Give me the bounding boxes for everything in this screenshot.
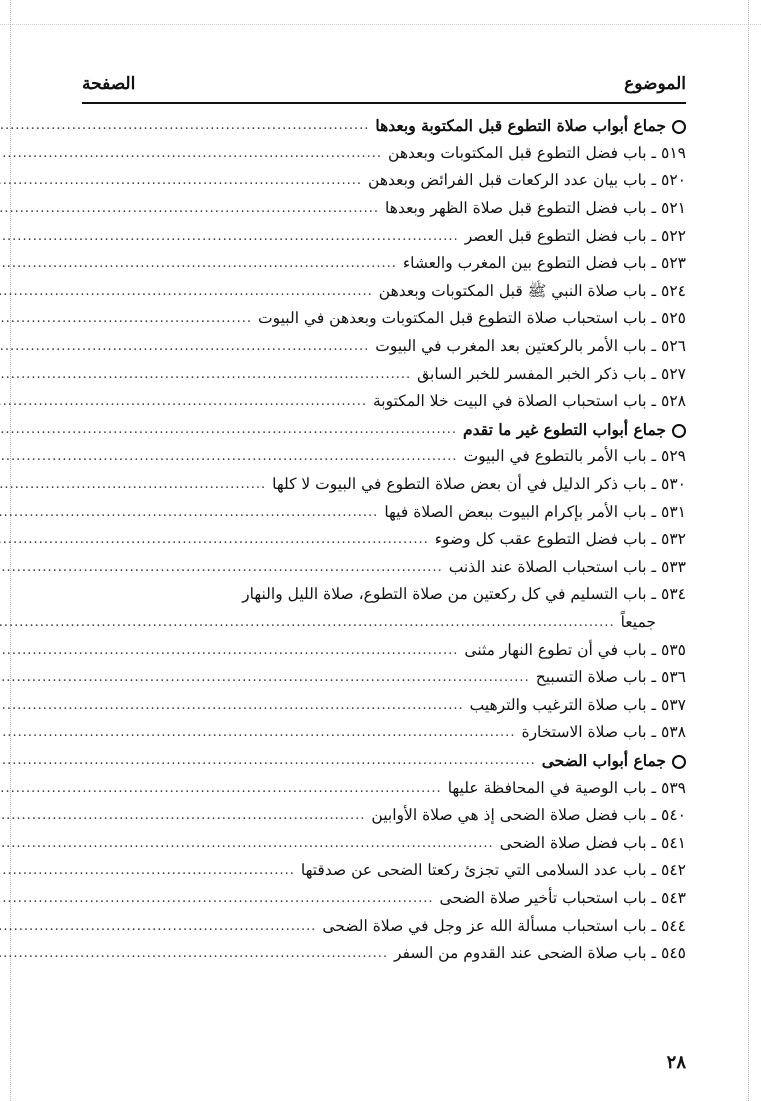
dot-leader (0, 775, 442, 802)
dot-leader (0, 940, 388, 967)
dot-leader (0, 609, 615, 636)
entry-title (373, 388, 686, 415)
group-title (375, 112, 686, 139)
title-text: ٥٤٠ ـ باب فضل صلاة الضحى إذ هي صلاة الأوابين (371, 806, 686, 825)
title-text: جماع أبواب الضحى (541, 750, 666, 770)
dot-leader (0, 416, 457, 443)
toc-entry-row (82, 388, 686, 416)
title-text: ٥٢١ ـ باب فضل التطوع قبل صلاة الظهر وبعدها (385, 199, 686, 218)
title-text: ٥٤٥ ـ باب صلاة الضحى عند القدوم من السفر (394, 944, 686, 963)
group-title (463, 416, 686, 443)
toc-entry-row (82, 250, 686, 278)
toc-entry-row (82, 885, 686, 913)
title-text: ٥٢٧ ـ باب ذكر الخبر المفسر للخبر السابق (417, 364, 686, 383)
toc-entry-row (82, 305, 686, 333)
dot-leader (0, 637, 458, 664)
dot-leader (0, 885, 434, 912)
title-text: ٥٢٩ ـ باب الأمر بالتطوع في البيوت (463, 447, 686, 466)
entry-title (464, 637, 686, 664)
toc-header (82, 70, 686, 98)
entry-title (470, 692, 686, 719)
toc-entry-row (82, 912, 686, 940)
toc-entries (82, 112, 686, 967)
title-text: ٥٣٧ ـ باب صلاة الترغيب والترهيب (469, 695, 686, 714)
dot-leader (0, 140, 382, 167)
dot-leader (0, 195, 379, 222)
title-text: ٥٢٠ ـ باب بيان عدد الركعات قبل الفرائض وبعدهن (368, 171, 686, 190)
title-text: ٥٤٣ ـ باب استحباب تأخير صلاة الضحى (439, 888, 686, 907)
header-rule (82, 102, 686, 104)
toc-page (82, 62, 686, 1073)
entry-title (435, 526, 686, 553)
title-text: ٥٤٤ ـ باب استحباب مسألة الله عز وجل في صلاة الضحى (322, 916, 686, 935)
entry-title (371, 802, 686, 829)
toc-entry-row (82, 581, 686, 609)
toc-entry-row (82, 278, 686, 306)
title-text: ٥٣٠ ـ باب ذكر الدليل في أن بعض صلاة التطوع في البيوت لا كلها (272, 475, 686, 494)
dot-leader (0, 361, 411, 388)
dot-leader (0, 857, 295, 884)
title-text: ٥١٩ ـ باب فضل التطوع قبل المكتوبات وبعدهن (388, 143, 686, 162)
dot-leader (0, 692, 464, 719)
entry-title (440, 885, 686, 912)
entry-title (384, 499, 686, 526)
toc-entry-row (82, 140, 686, 168)
toc-entry-row (82, 664, 686, 692)
entry-title (521, 719, 686, 746)
toc-entry-row (82, 167, 686, 195)
entry-title (272, 471, 686, 498)
title-text: ٥٤١ ـ باب فضل صلاة الضحى (499, 833, 686, 852)
entry-title (242, 581, 686, 608)
entry-title (536, 664, 686, 691)
page-footer (82, 1052, 686, 1078)
dot-leader (0, 223, 459, 250)
entry-title (388, 140, 686, 167)
title-text: ٥٢٣ ـ باب فضل التطوع بين المغرب والعشاء (402, 254, 686, 273)
title-text: ٥٣٨ ـ باب صلاة الاستخارة (521, 723, 686, 742)
title-text: ٥٣٩ ـ باب الوصية في المحافظة عليها (447, 778, 686, 797)
entry-title (621, 609, 686, 636)
dot-leader (0, 664, 530, 691)
dot-leader (0, 250, 397, 277)
toc-entry-row (82, 940, 686, 968)
entry-title (301, 857, 686, 884)
title-text: ٥٢٥ ـ باب استحباب صلاة التطوع قبل المكتوبات وبعدهن في البيوت (258, 309, 686, 328)
title-text: جميعاً (620, 612, 656, 631)
toc-group-row (82, 747, 686, 775)
title-text: ٥٣٢ ـ باب فضل التطوع عقب كل وضوء (434, 530, 686, 549)
toc-entry-row (82, 471, 686, 499)
toc-group-row (82, 112, 686, 140)
toc-entry-row (82, 802, 686, 830)
dot-leader (0, 747, 536, 774)
toc-entry-row (82, 636, 686, 664)
entry-title (394, 940, 686, 967)
page-column-label: الصفحة (82, 74, 136, 94)
dot-leader (0, 305, 252, 332)
dot-leader (0, 554, 443, 581)
title-text: ٥٣٥ ـ باب في أن تطوع النهار مثنى (464, 640, 686, 659)
toc-entry-row (82, 609, 686, 637)
title-text: ٥٣٤ ـ باب التسليم في كل ركعتين من صلاة التطوع، صلاة الليل والنهار (242, 585, 686, 604)
entry-title (385, 195, 686, 222)
dot-leader (0, 443, 458, 470)
circle-bullet-icon (672, 424, 686, 438)
toc-entry-row (82, 774, 686, 802)
dot-leader (0, 719, 515, 746)
entry-title (448, 775, 686, 802)
dot-leader (0, 802, 365, 829)
dot-leader (0, 913, 316, 940)
entry-title (322, 913, 686, 940)
toc-entry-row (82, 222, 686, 250)
toc-entry-row (82, 443, 686, 471)
toc-entry-row (82, 526, 686, 554)
entry-title (500, 830, 686, 857)
toc-entry-row (82, 333, 686, 361)
entry-title (417, 361, 686, 388)
entry-title (449, 554, 686, 581)
dot-leader (0, 167, 362, 194)
group-title (542, 747, 686, 774)
page-number: ٢٨ (666, 1052, 686, 1073)
circle-bullet-icon (672, 120, 686, 134)
title-text: ٥٣٦ ـ باب صلاة التسبيح (535, 668, 686, 687)
toc-entry-row (82, 554, 686, 582)
entry-title (368, 167, 686, 194)
toc-entry-row (82, 691, 686, 719)
dot-leader (0, 278, 373, 305)
toc-entry-row (82, 195, 686, 223)
title-text: ٥٤٢ ـ باب عدد السلامى التي تجزئ ركعتا الضحى عن صدقتها (300, 861, 686, 880)
entry-title (375, 333, 686, 360)
dot-leader (0, 830, 494, 857)
title-text: ٥٣٣ ـ باب استحباب الصلاة عند الذنب (448, 557, 686, 576)
scan-edge-right (748, 0, 749, 1101)
dot-leader (0, 112, 369, 139)
topic-column-label: الموضوع (624, 74, 686, 94)
entry-title (465, 223, 686, 250)
toc-entry-row (82, 498, 686, 526)
title-text: ٥٣١ ـ باب الأمر بإكرام البيوت ببعض الصلاة فيها (384, 502, 686, 521)
toc-group-row (82, 416, 686, 444)
title-text: ٥٢٨ ـ باب استحباب الصلاة في البيت خلا المكتوبة (373, 392, 686, 411)
title-text: ٥٢٦ ـ باب الأمر بالركعتين بعد المغرب في البيوت (375, 337, 686, 356)
dot-leader (0, 526, 429, 553)
dot-leader (0, 333, 369, 360)
circle-bullet-icon (672, 755, 686, 769)
title-text: جماع أبواب صلاة التطوع قبل المكتوبة وبعدها (375, 116, 666, 136)
toc-entry-row (82, 719, 686, 747)
toc-entry-row (82, 360, 686, 388)
scan-edge-top (0, 24, 761, 25)
title-text: ٥٢٤ ـ باب صلاة النبي ﷺ قبل المكتوبات وبعدهن (378, 281, 686, 300)
title-text: ٥٢٢ ـ باب فضل التطوع قبل العصر (464, 226, 686, 245)
entry-title (464, 443, 686, 470)
dot-leader (0, 388, 367, 415)
toc-entry-row (82, 857, 686, 885)
dot-leader (0, 499, 378, 526)
entry-title (379, 278, 686, 305)
title-text: جماع أبواب التطوع غير ما تقدم (463, 419, 666, 439)
entry-title (403, 250, 686, 277)
toc-entry-row (82, 829, 686, 857)
dot-leader (0, 471, 266, 498)
entry-title (258, 305, 686, 332)
